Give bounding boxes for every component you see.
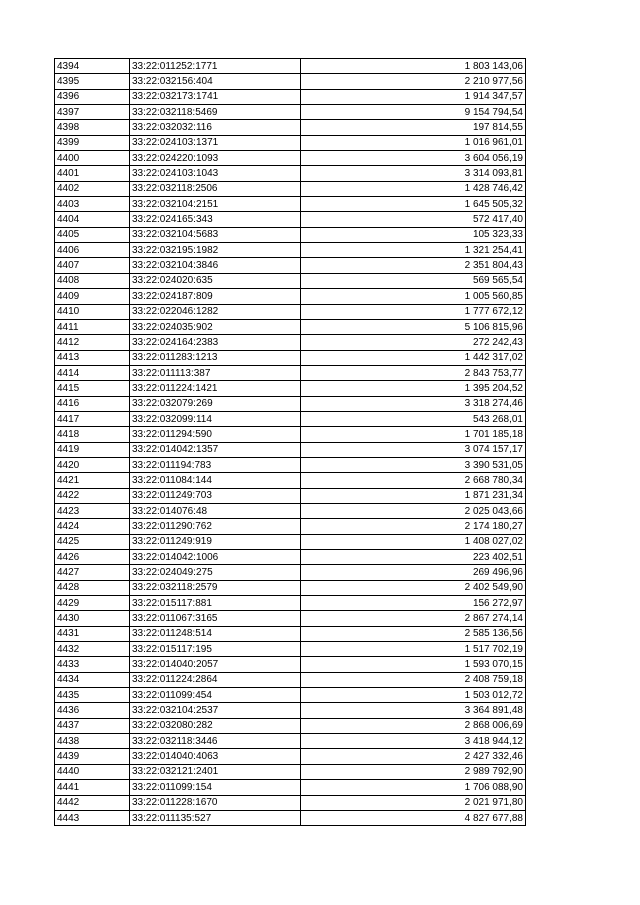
table-row (55, 335, 526, 350)
table-row (55, 580, 526, 595)
cadastral-number-cell: 33:22:014042:1357 (130, 442, 301, 457)
row-number-cell: 4415 (55, 381, 130, 396)
table-row (55, 795, 526, 810)
cadastral-value-cell: 1 803 143,06 (301, 59, 526, 74)
table-row (55, 503, 526, 518)
table-row (55, 350, 526, 365)
cadastral-value-cell: 2 408 759,18 (301, 672, 526, 687)
cadastral-value-cell: 1 517 702,19 (301, 642, 526, 657)
row-number-cell: 4395 (55, 74, 130, 89)
table-row (55, 273, 526, 288)
cadastral-number-cell: 33:22:014040:4063 (130, 749, 301, 764)
row-number-cell: 4416 (55, 396, 130, 411)
row-number-cell: 4414 (55, 365, 130, 380)
row-number-cell: 4423 (55, 503, 130, 518)
table-row (55, 89, 526, 104)
cadastral-number-cell: 33:22:011224:1421 (130, 381, 301, 396)
cadastral-number-cell: 33:22:032118:2579 (130, 580, 301, 595)
row-number-cell: 4443 (55, 810, 130, 825)
cadastral-value-cell: 3 390 531,05 (301, 457, 526, 472)
cadastral-value-cell: 1 706 088,90 (301, 780, 526, 795)
row-number-cell: 4429 (55, 596, 130, 611)
row-number-cell: 4434 (55, 672, 130, 687)
table-row (55, 764, 526, 779)
cadastral-value-cell: 1 321 254,41 (301, 243, 526, 258)
cadastral-number-cell: 33:22:032118:5469 (130, 105, 301, 120)
table-row (55, 488, 526, 503)
cadastral-number-cell: 33:22:032173:1741 (130, 89, 301, 104)
row-number-cell: 4427 (55, 565, 130, 580)
row-number-cell: 4428 (55, 580, 130, 595)
row-number-cell: 4441 (55, 780, 130, 795)
table-row (55, 780, 526, 795)
cadastral-value-cell: 1 005 560,85 (301, 289, 526, 304)
row-number-cell: 4403 (55, 197, 130, 212)
cadastral-value-cell: 2 989 792,90 (301, 764, 526, 779)
cadastral-number-cell: 33:22:032080:282 (130, 718, 301, 733)
cadastral-value-cell: 4 827 677,88 (301, 810, 526, 825)
cadastral-number-cell: 33:22:014042:1006 (130, 550, 301, 565)
table-row (55, 611, 526, 626)
cadastral-value-cell: 2 867 274,14 (301, 611, 526, 626)
cadastral-value-cell: 1 503 012,72 (301, 688, 526, 703)
cadastral-number-cell: 33:22:011249:919 (130, 534, 301, 549)
cadastral-number-cell: 33:22:032121:2401 (130, 764, 301, 779)
row-number-cell: 4421 (55, 473, 130, 488)
cadastral-value-cell: 3 418 944,12 (301, 734, 526, 749)
row-number-cell: 4408 (55, 273, 130, 288)
cadastral-value-cell: 1 408 027,02 (301, 534, 526, 549)
cadastral-value-table (54, 58, 526, 826)
table-row (55, 411, 526, 426)
table-row (55, 519, 526, 534)
table-row (55, 304, 526, 319)
cadastral-number-cell: 33:22:032104:2151 (130, 197, 301, 212)
row-number-cell: 4405 (55, 227, 130, 242)
row-number-cell: 4424 (55, 519, 130, 534)
row-number-cell: 4422 (55, 488, 130, 503)
row-number-cell: 4433 (55, 657, 130, 672)
table-row (55, 105, 526, 120)
table-row (55, 457, 526, 472)
cadastral-value-cell: 1 645 505,32 (301, 197, 526, 212)
cadastral-number-cell: 33:22:011113:387 (130, 365, 301, 380)
cadastral-value-cell: 272 242,43 (301, 335, 526, 350)
table-row (55, 181, 526, 196)
table-row (55, 718, 526, 733)
row-number-cell: 4394 (55, 59, 130, 74)
cadastral-value-cell: 105 323,33 (301, 227, 526, 242)
cadastral-value-cell: 1 395 204,52 (301, 381, 526, 396)
cadastral-value-cell: 1 777 672,12 (301, 304, 526, 319)
cadastral-value-cell: 3 314 093,81 (301, 166, 526, 181)
table-row (55, 550, 526, 565)
cadastral-number-cell: 33:22:024020:635 (130, 273, 301, 288)
table-row (55, 703, 526, 718)
row-number-cell: 4397 (55, 105, 130, 120)
cadastral-value-cell: 2 025 043,66 (301, 503, 526, 518)
table-row (55, 212, 526, 227)
row-number-cell: 4411 (55, 319, 130, 334)
cadastral-number-cell: 33:22:011252:1771 (130, 59, 301, 74)
cadastral-value-cell: 543 268,01 (301, 411, 526, 426)
cadastral-number-cell: 33:22:032104:5683 (130, 227, 301, 242)
cadastral-value-cell: 2 843 753,77 (301, 365, 526, 380)
cadastral-number-cell: 33:22:024164:2383 (130, 335, 301, 350)
cadastral-value-cell: 223 402,51 (301, 550, 526, 565)
table-row (55, 810, 526, 825)
cadastral-value-cell: 269 496,96 (301, 565, 526, 580)
cadastral-number-cell: 33:22:024035:902 (130, 319, 301, 334)
cadastral-value-cell: 2 868 006,69 (301, 718, 526, 733)
table-row (55, 734, 526, 749)
cadastral-number-cell: 33:22:024049:275 (130, 565, 301, 580)
table-row (55, 396, 526, 411)
cadastral-number-cell: 33:22:011067:3165 (130, 611, 301, 626)
row-number-cell: 4409 (55, 289, 130, 304)
cadastral-value-cell: 2 021 971,80 (301, 795, 526, 810)
cadastral-value-cell: 1 701 185,18 (301, 427, 526, 442)
cadastral-number-cell: 33:22:024165:343 (130, 212, 301, 227)
row-number-cell: 4407 (55, 258, 130, 273)
row-number-cell: 4413 (55, 350, 130, 365)
row-number-cell: 4419 (55, 442, 130, 457)
cadastral-number-cell: 33:22:032118:2506 (130, 181, 301, 196)
row-number-cell: 4412 (55, 335, 130, 350)
cadastral-number-cell: 33:22:015117:195 (130, 642, 301, 657)
cadastral-number-cell: 33:22:024187:809 (130, 289, 301, 304)
cadastral-value-cell: 2 427 332,46 (301, 749, 526, 764)
row-number-cell: 4418 (55, 427, 130, 442)
row-number-cell: 4432 (55, 642, 130, 657)
cadastral-value-cell: 9 154 794,54 (301, 105, 526, 120)
table-row (55, 626, 526, 641)
cadastral-value-cell: 2 351 804,43 (301, 258, 526, 273)
cadastral-number-cell: 33:22:024103:1371 (130, 135, 301, 150)
cadastral-value-cell: 1 871 231,34 (301, 488, 526, 503)
cadastral-number-cell: 33:22:015117:881 (130, 596, 301, 611)
cadastral-value-cell: 572 417,40 (301, 212, 526, 227)
cadastral-number-cell: 33:22:011290:762 (130, 519, 301, 534)
cadastral-value-cell: 1 442 317,02 (301, 350, 526, 365)
cadastral-number-cell: 33:22:011228:1670 (130, 795, 301, 810)
cadastral-value-cell: 3 604 056,19 (301, 151, 526, 166)
table-row (55, 243, 526, 258)
row-number-cell: 4438 (55, 734, 130, 749)
cadastral-value-cell: 2 585 136,56 (301, 626, 526, 641)
cadastral-number-cell: 33:22:014040:2057 (130, 657, 301, 672)
cadastral-number-cell: 33:22:032104:3846 (130, 258, 301, 273)
cadastral-number-cell: 33:22:032104:2537 (130, 703, 301, 718)
cadastral-number-cell: 33:22:011135:527 (130, 810, 301, 825)
row-number-cell: 4435 (55, 688, 130, 703)
cadastral-value-cell: 2 210 977,56 (301, 74, 526, 89)
cadastral-value-cell: 1 593 070,15 (301, 657, 526, 672)
cadastral-number-cell: 33:22:011294:590 (130, 427, 301, 442)
table-row (55, 289, 526, 304)
row-number-cell: 4436 (55, 703, 130, 718)
cadastral-number-cell: 33:22:011194:783 (130, 457, 301, 472)
row-number-cell: 4401 (55, 166, 130, 181)
row-number-cell: 4442 (55, 795, 130, 810)
table-body (55, 59, 526, 826)
table-row (55, 319, 526, 334)
row-number-cell: 4440 (55, 764, 130, 779)
row-number-cell: 4426 (55, 550, 130, 565)
cadastral-number-cell: 33:22:011099:154 (130, 780, 301, 795)
table-row (55, 534, 526, 549)
table-row (55, 688, 526, 703)
table-row (55, 596, 526, 611)
cadastral-value-cell: 1 914 347,57 (301, 89, 526, 104)
table-row (55, 381, 526, 396)
row-number-cell: 4420 (55, 457, 130, 472)
table-row (55, 59, 526, 74)
table-row (55, 151, 526, 166)
table-row (55, 166, 526, 181)
cadastral-number-cell: 33:22:032099:114 (130, 411, 301, 426)
cadastral-value-cell: 5 106 815,96 (301, 319, 526, 334)
table-row (55, 565, 526, 580)
row-number-cell: 4437 (55, 718, 130, 733)
cadastral-number-cell: 33:22:032118:3446 (130, 734, 301, 749)
cadastral-number-cell: 33:22:011084:144 (130, 473, 301, 488)
row-number-cell: 4399 (55, 135, 130, 150)
row-number-cell: 4404 (55, 212, 130, 227)
row-number-cell: 4425 (55, 534, 130, 549)
cadastral-number-cell: 33:22:024220:1093 (130, 151, 301, 166)
table-row (55, 365, 526, 380)
cadastral-value-cell: 197 814,55 (301, 120, 526, 135)
cadastral-number-cell: 33:22:011224:2864 (130, 672, 301, 687)
cadastral-value-cell: 3 074 157,17 (301, 442, 526, 457)
cadastral-value-cell: 2 668 780,34 (301, 473, 526, 488)
cadastral-number-cell: 33:22:011099:454 (130, 688, 301, 703)
row-number-cell: 4396 (55, 89, 130, 104)
row-number-cell: 4406 (55, 243, 130, 258)
table-row (55, 258, 526, 273)
row-number-cell: 4410 (55, 304, 130, 319)
cadastral-number-cell: 33:22:032032:116 (130, 120, 301, 135)
row-number-cell: 4400 (55, 151, 130, 166)
table-row (55, 227, 526, 242)
table-row (55, 672, 526, 687)
cadastral-number-cell: 33:22:024103:1043 (130, 166, 301, 181)
table-row (55, 197, 526, 212)
cadastral-value-cell: 2 174 180,27 (301, 519, 526, 534)
cadastral-number-cell: 33:22:022046:1282 (130, 304, 301, 319)
cadastral-number-cell: 33:22:032079:269 (130, 396, 301, 411)
table-row (55, 442, 526, 457)
table-row (55, 749, 526, 764)
row-number-cell: 4398 (55, 120, 130, 135)
row-number-cell: 4430 (55, 611, 130, 626)
row-number-cell: 4439 (55, 749, 130, 764)
cadastral-number-cell: 33:22:011248:514 (130, 626, 301, 641)
table-row (55, 120, 526, 135)
cadastral-number-cell: 33:22:011249:703 (130, 488, 301, 503)
row-number-cell: 4417 (55, 411, 130, 426)
cadastral-value-cell: 1 016 961,01 (301, 135, 526, 150)
cadastral-number-cell: 33:22:011283:1213 (130, 350, 301, 365)
table-row (55, 642, 526, 657)
table-row (55, 427, 526, 442)
row-number-cell: 4402 (55, 181, 130, 196)
cadastral-number-cell: 33:22:032156:404 (130, 74, 301, 89)
cadastral-value-cell: 3 318 274,46 (301, 396, 526, 411)
cadastral-number-cell: 33:22:032195:1982 (130, 243, 301, 258)
cadastral-value-cell: 2 402 549,90 (301, 580, 526, 595)
cadastral-value-cell: 3 364 891,48 (301, 703, 526, 718)
table-row (55, 473, 526, 488)
table-row (55, 74, 526, 89)
cadastral-value-cell: 1 428 746,42 (301, 181, 526, 196)
table-row (55, 657, 526, 672)
cadastral-value-cell: 156 272,97 (301, 596, 526, 611)
row-number-cell: 4431 (55, 626, 130, 641)
cadastral-number-cell: 33:22:014076:48 (130, 503, 301, 518)
table-row (55, 135, 526, 150)
cadastral-value-cell: 569 565,54 (301, 273, 526, 288)
